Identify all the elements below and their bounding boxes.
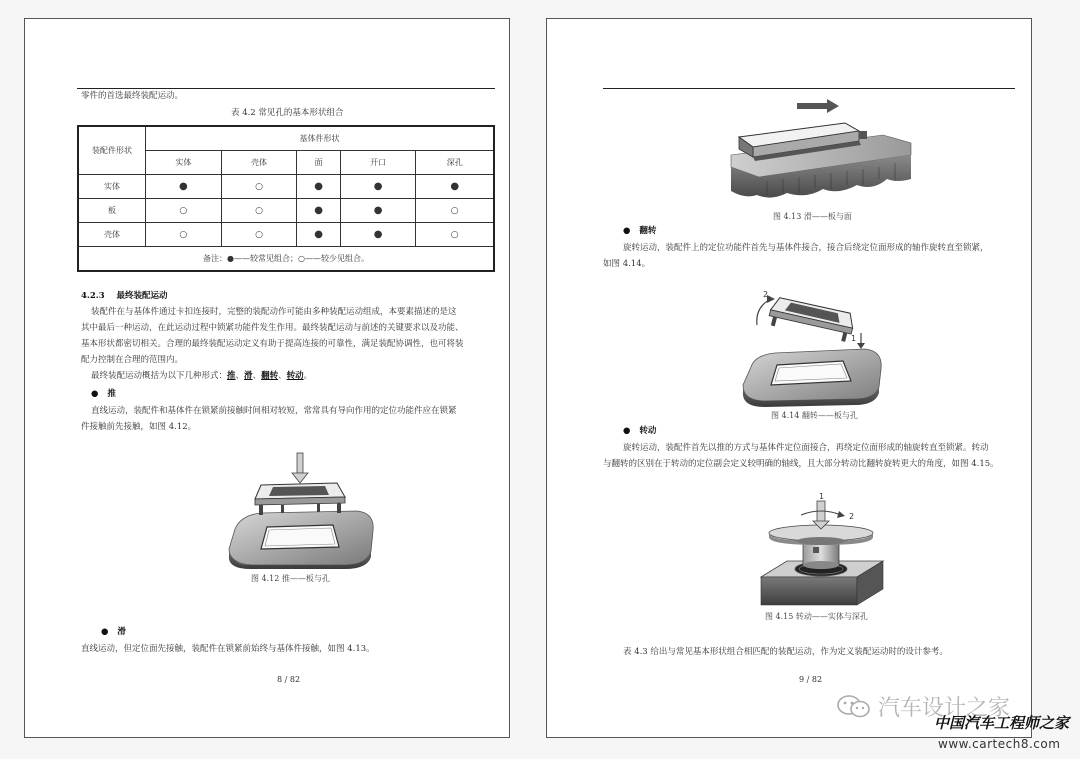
table-row: [78, 175, 494, 199]
table-cell: ●: [297, 175, 340, 199]
fig-label-2: 2: [849, 512, 855, 521]
paragraph-line: 如图 4.14。: [603, 259, 651, 269]
paragraph-line: 与翻转的区别在于转动的定位副会定义较明确的轴线，且大部分转动比翻转旋转更大的角度，如图 4.15。: [603, 459, 999, 469]
form-flip: 翻转: [261, 371, 279, 381]
figure-4-15-rotate-illustration: [757, 491, 887, 609]
column-header: 开口: [340, 151, 416, 175]
table-title: 表 4.2 常见孔的基本形状组合: [231, 108, 344, 118]
figure-4-12-push-illustration: [221, 451, 381, 569]
separator: 、: [235, 371, 245, 381]
url-watermark: www.cartech8.com: [938, 737, 1061, 751]
column-header: 面: [297, 151, 340, 175]
section-number: 4.2.3: [81, 291, 105, 301]
table-cell: ○: [221, 223, 297, 247]
rotate-heading: [623, 425, 656, 437]
table-cell: ●: [340, 223, 416, 247]
page-number: 9 / 82: [799, 675, 823, 684]
push-title: 推: [107, 389, 116, 399]
fig-label-1: 1: [851, 334, 857, 343]
fig-label-1: 1: [819, 492, 825, 501]
bullet-icon: ●: [623, 226, 631, 236]
figure-4-12-caption: 图 4.12 推——板与孔: [251, 574, 330, 583]
table-cell: ○: [416, 223, 494, 247]
form-push: 推: [227, 371, 236, 381]
page-number: 8 / 82: [277, 675, 301, 684]
row-label: 实体: [78, 175, 146, 199]
separator: 、: [278, 371, 287, 381]
paragraph-line: 旋转运动，装配件首先以推的方式与基体件定位面接合，再绕定位面形成的轴旋转直至锁紧。转动: [623, 443, 989, 453]
form-slide: 滑: [244, 371, 253, 381]
rotate-title: 转动: [639, 426, 657, 436]
intro-text: 零件的首选最终装配运动。: [81, 91, 184, 101]
column-header: 深孔: [416, 151, 494, 175]
section-title: 最终装配运动: [116, 291, 168, 301]
figure-4-15-caption: 图 4.15 转动——实体与深孔: [765, 612, 868, 621]
flip-title: 翻转: [639, 226, 657, 236]
shape-combination-table: [77, 125, 495, 272]
row-header-cell: 装配件形状: [78, 126, 146, 175]
table-cell: ○: [221, 199, 297, 223]
paragraph-line: 旋转运动，装配件上的定位功能件首先与基体件接合，接合后绕定位面形成的轴作旋转直至锁紧，: [623, 243, 989, 253]
paragraph-line: 直线运动，装配件和基体件在锁紧前接触时间相对较短，常常具有导向作用的定位功能件应在锁紧: [91, 406, 457, 416]
bullet-icon: ●: [91, 389, 99, 399]
paragraph-line: 基本形状都密切相关。合理的最终装配运动定义有助于提高连接的可靠性，满足装配协调性，也可将装: [81, 339, 464, 349]
table-cell: ●: [146, 175, 222, 199]
forms-prefix: 最终装配运动概括为以下几种形式：: [91, 371, 228, 381]
group-header-cell: 基体件形状: [146, 126, 495, 151]
table-row: [78, 199, 494, 223]
table-row: [78, 223, 494, 247]
bullet-icon: ●: [101, 627, 109, 637]
paragraph-line: 直线运动，但定位面先接触，装配件在锁紧前始终与基体件接触，如图 4.13。: [81, 644, 375, 654]
closing-text: 表 4.3 给出与常见基本形状组合相匹配的装配运动，作为定义装配运动时的设计参考。: [623, 647, 948, 657]
slide-heading: [101, 626, 126, 638]
form-rotate: 转动: [286, 371, 304, 381]
table-cell: ●: [297, 199, 340, 223]
row-label: 板: [78, 199, 146, 223]
document-page-left: [24, 18, 510, 738]
figure-4-14-flip-illustration: [737, 285, 887, 409]
paragraph-line: 件接触前先接触，如图 4.12。: [81, 422, 197, 432]
header-rule: [603, 88, 1015, 89]
row-label: 壳体: [78, 223, 146, 247]
column-header: 实体: [146, 151, 222, 175]
table-cell: ●: [416, 175, 494, 199]
section-heading: [81, 290, 168, 302]
paragraph-line: 配力控制在合理的范围内。: [81, 355, 184, 365]
wechat-icon: [836, 694, 872, 720]
bullet-icon: ●: [623, 426, 631, 436]
flip-heading: [623, 225, 656, 237]
document-page-right: [546, 18, 1032, 738]
fig-label-2: 2: [763, 290, 769, 299]
wechat-account-name: 汽车设计之家: [878, 696, 1011, 721]
figure-4-13-caption: 图 4.13 滑——板与面: [773, 212, 852, 221]
paragraph-line: 其中最后一种运动，在此运动过程中锁紧功能件发生作用。最终装配运动与前述的关键要求以及功能、: [81, 323, 464, 333]
forms-line: [91, 370, 312, 382]
separator: 、: [252, 371, 262, 381]
table-cell: ○: [416, 199, 494, 223]
figure-4-13-slide-illustration: [727, 95, 913, 207]
table-cell: ●: [297, 223, 340, 247]
table-cell: ○: [146, 199, 222, 223]
brand-watermark: 中国汽车工程师之家: [934, 714, 1070, 732]
column-header: 壳体: [221, 151, 297, 175]
paragraph-line: 装配件在与基体件通过卡扣连接时，完整的装配动作可能由多种装配运动组成，本要素描述的是这: [91, 307, 457, 317]
figure-4-14-caption: 图 4.14 翻转——板与孔: [771, 411, 858, 420]
push-heading: [91, 388, 116, 400]
table-cell: ○: [146, 223, 222, 247]
table-cell: ●: [340, 175, 416, 199]
table-cell: ○: [221, 175, 297, 199]
header-rule: [77, 88, 495, 89]
slide-title: 滑: [117, 627, 126, 637]
period: 。: [303, 371, 313, 381]
table-note: 备注：●——较常见组合；○——较少见组合。: [78, 247, 494, 272]
table-cell: ●: [340, 199, 416, 223]
